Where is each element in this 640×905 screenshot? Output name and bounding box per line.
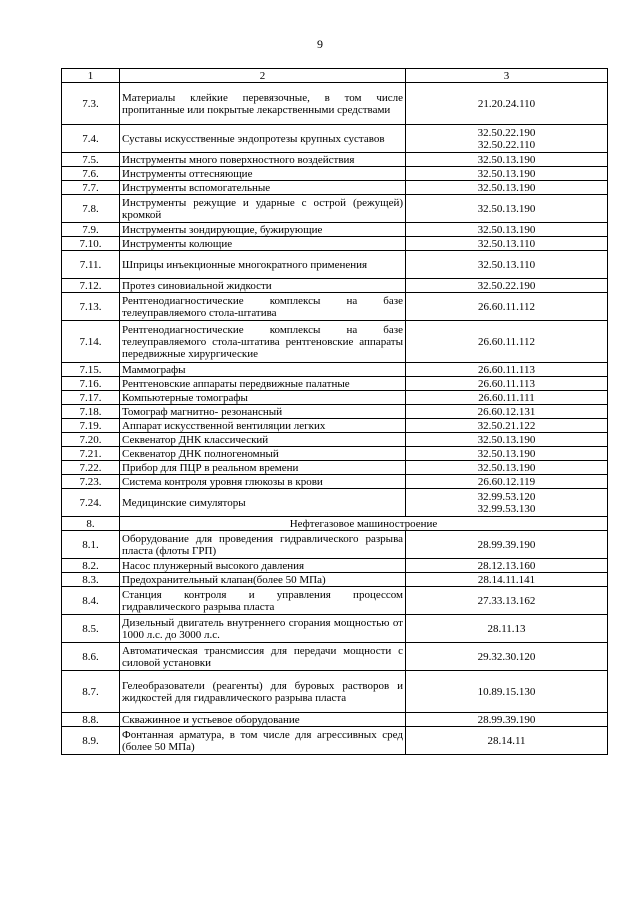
item-name: Инструменты оттесняющие bbox=[120, 167, 406, 181]
okpd-code-cell bbox=[406, 615, 608, 643]
okpd-code-cell bbox=[406, 461, 608, 475]
okpd-code: 28.14.11 bbox=[487, 734, 526, 747]
okpd-code-cell bbox=[406, 321, 608, 363]
row-number: 7.24. bbox=[62, 489, 120, 517]
okpd-code: 32.50.13.190 bbox=[477, 167, 536, 180]
okpd-code: 32.50.22.190 bbox=[477, 279, 536, 292]
table-row bbox=[62, 489, 608, 517]
okpd-code-cell bbox=[406, 83, 608, 125]
okpd-code-cell bbox=[406, 671, 608, 713]
item-name: Гелеобразователи (реагенты) для буровых растворов и жидкостей для гидравлического разрыва пласта bbox=[120, 671, 406, 713]
item-name: Инструменты много поверхностного воздействия bbox=[120, 153, 406, 167]
okpd-code-cell bbox=[406, 363, 608, 377]
okpd-code: 32.99.53.130 bbox=[477, 502, 536, 515]
row-number: 8.7. bbox=[62, 671, 120, 713]
item-name: Рентгеновские аппараты передвижные палатные bbox=[120, 377, 406, 391]
table-row bbox=[62, 727, 608, 755]
table-row bbox=[62, 391, 608, 405]
okpd-code: 28.11.13 bbox=[487, 622, 526, 635]
header-col-2: 2 bbox=[120, 69, 406, 83]
item-name: Шприцы инъекционные многократного применения bbox=[120, 251, 406, 279]
table-header-row bbox=[62, 69, 608, 83]
okpd-code-cell bbox=[406, 559, 608, 573]
okpd-code: 26.60.11.112 bbox=[478, 300, 535, 313]
okpd-code-cell bbox=[406, 433, 608, 447]
okpd-code: 28.12.13.160 bbox=[477, 559, 536, 572]
table-row bbox=[62, 195, 608, 223]
table-row bbox=[62, 321, 608, 363]
okpd-code-cell bbox=[406, 419, 608, 433]
okpd-code-cell bbox=[406, 279, 608, 293]
okpd-code-cell bbox=[406, 405, 608, 419]
okpd-code: 32.50.13.190 bbox=[477, 461, 536, 474]
okpd-code-cell bbox=[406, 293, 608, 321]
item-name: Инструменты зондирующие, бужирующие bbox=[120, 223, 406, 237]
okpd-code: 32.50.22.190 bbox=[477, 126, 536, 139]
okpd-code-cell bbox=[406, 181, 608, 195]
okpd-code: 10.89.15.130 bbox=[477, 685, 536, 698]
okpd-code-cell bbox=[406, 167, 608, 181]
row-number: 8.4. bbox=[62, 587, 120, 615]
table-row bbox=[62, 167, 608, 181]
item-name: Материалы клейкие перевязочные, в том числе пропитанные или покрытые лекарственными средствами bbox=[120, 83, 406, 125]
table-row bbox=[62, 587, 608, 615]
row-number: 8.1. bbox=[62, 531, 120, 559]
table-row bbox=[62, 181, 608, 195]
item-name: Станция контроля и управления процессом гидравлического разрыва пласта bbox=[120, 587, 406, 615]
okpd-code-cell bbox=[406, 727, 608, 755]
row-number: 7.18. bbox=[62, 405, 120, 419]
okpd-code: 32.50.13.190 bbox=[477, 433, 536, 446]
item-name: Дизельный двигатель внутреннего сгорания мощностью от 1000 л.с. до 3000 л.с. bbox=[120, 615, 406, 643]
okpd-code: 32.50.13.190 bbox=[477, 181, 536, 194]
row-number: 7.20. bbox=[62, 433, 120, 447]
okpd-code: 26.60.11.112 bbox=[478, 335, 535, 348]
table-row bbox=[62, 643, 608, 671]
item-name: Оборудование для проведения гидравлического разрыва пласта (флоты ГРП) bbox=[120, 531, 406, 559]
table-row bbox=[62, 615, 608, 643]
okpd-code-cell bbox=[406, 573, 608, 587]
item-name: Компьютерные томографы bbox=[120, 391, 406, 405]
item-name: Секвенатор ДНК полногеномный bbox=[120, 447, 406, 461]
okpd-code: 26.60.12.131 bbox=[477, 405, 536, 418]
row-number: 7.22. bbox=[62, 461, 120, 475]
table-row bbox=[62, 405, 608, 419]
equipment-table bbox=[61, 68, 608, 755]
table-row bbox=[62, 293, 608, 321]
item-name: Инструменты колющие bbox=[120, 237, 406, 251]
row-number: 7.3. bbox=[62, 83, 120, 125]
okpd-code: 32.99.53.120 bbox=[477, 490, 536, 503]
table-row bbox=[62, 531, 608, 559]
table-row bbox=[62, 153, 608, 167]
table-row bbox=[62, 83, 608, 125]
row-number: 8.8. bbox=[62, 713, 120, 727]
item-name: Фонтанная арматура, в том числе для агрессивных сред (более 50 МПа) bbox=[120, 727, 406, 755]
row-number: 7.21. bbox=[62, 447, 120, 461]
okpd-code: 32.50.13.190 bbox=[477, 223, 536, 236]
okpd-code: 32.50.13.190 bbox=[477, 447, 536, 460]
okpd-code-cell bbox=[406, 195, 608, 223]
okpd-code: 32.50.13.110 bbox=[477, 258, 536, 271]
okpd-code: 29.32.30.120 bbox=[477, 650, 536, 663]
table-row bbox=[62, 125, 608, 153]
table-row bbox=[62, 475, 608, 489]
row-number: 7.9. bbox=[62, 223, 120, 237]
item-name: Скважинное и устьевое оборудование bbox=[120, 713, 406, 727]
okpd-code-cell bbox=[406, 391, 608, 405]
item-name: Инструменты вспомогательные bbox=[120, 181, 406, 195]
row-number: 7.15. bbox=[62, 363, 120, 377]
item-name: Аппарат искусственной вентиляции легких bbox=[120, 419, 406, 433]
okpd-code: 28.14.11.141 bbox=[477, 573, 536, 586]
table-row bbox=[62, 363, 608, 377]
row-number: 7.4. bbox=[62, 125, 120, 153]
okpd-code: 27.33.13.162 bbox=[477, 594, 536, 607]
item-name: Секвенатор ДНК классический bbox=[120, 433, 406, 447]
item-name: Насос плунжерный высокого давления bbox=[120, 559, 406, 573]
table-row bbox=[62, 671, 608, 713]
row-number: 7.10. bbox=[62, 237, 120, 251]
row-number: 7.7. bbox=[62, 181, 120, 195]
okpd-code-cell bbox=[406, 125, 608, 153]
table-row bbox=[62, 573, 608, 587]
row-number: 7.12. bbox=[62, 279, 120, 293]
row-number: 7.23. bbox=[62, 475, 120, 489]
header-col-1: 1 bbox=[62, 69, 120, 83]
row-number: 7.19. bbox=[62, 419, 120, 433]
item-name: Медицинские симуляторы bbox=[120, 489, 406, 517]
item-name: Система контроля уровня глюкозы в крови bbox=[120, 475, 406, 489]
row-number: 7.13. bbox=[62, 293, 120, 321]
item-name: Автоматическая трансмиссия для передачи мощности с силовой установки bbox=[120, 643, 406, 671]
item-name: Рентгенодиагностические комплексы на базе телеуправляемого стола-штатива bbox=[120, 293, 406, 321]
table-row bbox=[62, 447, 608, 461]
okpd-code: 26.60.11.111 bbox=[478, 391, 535, 404]
table-row bbox=[62, 237, 608, 251]
okpd-code-cell bbox=[406, 237, 608, 251]
row-number: 7.16. bbox=[62, 377, 120, 391]
row-number: 7.11. bbox=[62, 251, 120, 279]
table-row bbox=[62, 223, 608, 237]
table-row bbox=[62, 433, 608, 447]
page-number: 9 bbox=[317, 37, 323, 51]
table-row bbox=[62, 559, 608, 573]
okpd-code: 28.99.39.190 bbox=[477, 713, 536, 726]
row-number: 8.5. bbox=[62, 615, 120, 643]
okpd-code-cell bbox=[406, 223, 608, 237]
okpd-code-cell bbox=[406, 153, 608, 167]
table-row bbox=[62, 713, 608, 727]
item-name: Предохранительный клапан(более 50 МПа) bbox=[120, 573, 406, 587]
table-row bbox=[62, 251, 608, 279]
row-number: 8.6. bbox=[62, 643, 120, 671]
okpd-code: 26.60.11.113 bbox=[478, 377, 535, 390]
item-name: Томограф магнитно- резонансный bbox=[120, 405, 406, 419]
row-number: 8.3. bbox=[62, 573, 120, 587]
row-number: 7.5. bbox=[62, 153, 120, 167]
row-number: 7.8. bbox=[62, 195, 120, 223]
okpd-code: 26.60.11.113 bbox=[478, 363, 535, 376]
item-name: Суставы искусственные эндопротезы крупных суставов bbox=[120, 125, 406, 153]
header-col-3: 3 bbox=[406, 69, 608, 83]
row-number: 7.14. bbox=[62, 321, 120, 363]
okpd-code-cell bbox=[406, 475, 608, 489]
okpd-code-cell bbox=[406, 587, 608, 615]
okpd-code: 32.50.13.190 bbox=[477, 153, 536, 166]
okpd-code-cell bbox=[406, 643, 608, 671]
okpd-code-cell bbox=[406, 489, 608, 517]
table-row bbox=[62, 279, 608, 293]
okpd-code-cell bbox=[406, 377, 608, 391]
item-name: Инструменты режущие и ударные с острой (режущей) кромкой bbox=[120, 195, 406, 223]
okpd-code: 21.20.24.110 bbox=[477, 97, 536, 110]
row-number: 8.2. bbox=[62, 559, 120, 573]
table-row bbox=[62, 377, 608, 391]
row-number: 7.17. bbox=[62, 391, 120, 405]
okpd-code: 32.50.21.122 bbox=[477, 419, 536, 432]
row-number: 8.9. bbox=[62, 727, 120, 755]
item-name: Протез синовиальной жидкости bbox=[120, 279, 406, 293]
row-number: 8. bbox=[62, 517, 120, 531]
table-row bbox=[62, 461, 608, 475]
okpd-code: 26.60.12.119 bbox=[477, 475, 536, 488]
okpd-code-cell bbox=[406, 531, 608, 559]
okpd-code: 32.50.13.110 bbox=[477, 237, 536, 250]
section-title: Нефтегазовое машиностроение bbox=[120, 517, 608, 531]
item-name: Рентгенодиагностические комплексы на базе телеуправляемого стола-штатива рентгеновские аппараты передвижные хирургические bbox=[120, 321, 406, 363]
row-number: 7.6. bbox=[62, 167, 120, 181]
okpd-code-cell bbox=[406, 713, 608, 727]
okpd-code: 28.99.39.190 bbox=[477, 538, 536, 551]
table-row bbox=[62, 419, 608, 433]
okpd-code-cell bbox=[406, 251, 608, 279]
item-name: Маммографы bbox=[120, 363, 406, 377]
okpd-code-cell bbox=[406, 447, 608, 461]
section-row bbox=[62, 517, 608, 531]
okpd-code: 32.50.22.110 bbox=[477, 138, 536, 151]
okpd-code: 32.50.13.190 bbox=[477, 202, 536, 215]
item-name: Прибор для ПЦР в реальном времени bbox=[120, 461, 406, 475]
